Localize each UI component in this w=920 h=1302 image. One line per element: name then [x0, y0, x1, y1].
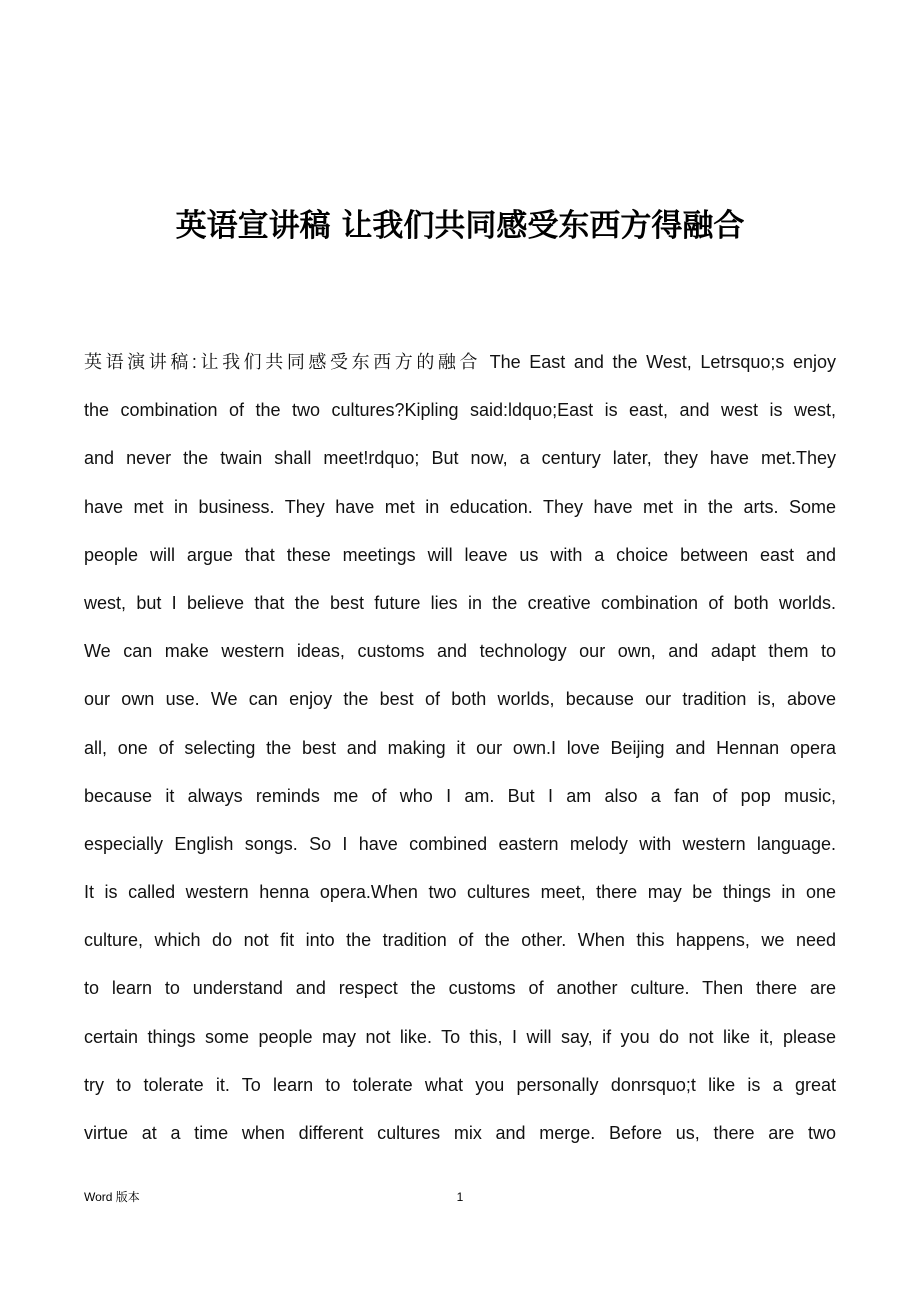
body-line: west, but I believe that the best future lies in the creative combination of both worlds. [84, 592, 836, 613]
body-line: 英语演讲稿:让我们共同感受东西方的融合 The East and the West, Letrsquo;s enjoy [84, 352, 836, 372]
body-line: culture, which do not fit into the tradition of the other. When this happens, we need [84, 930, 836, 951]
body-line: the combination of the two cultures?Kipling said:ldquo;East is east, and west is west, [84, 400, 836, 421]
body-line: to learn to understand and respect the customs of another culture. Then there are [84, 978, 836, 999]
body-line: all, one of selecting the best and making it our own.I love Beijing and Hennan opera [84, 737, 836, 758]
body-line: because it always reminds me of who I am. But I am also a fan of pop music, [84, 785, 836, 806]
body-line: have met in business. They have met in education. They have met in the arts. Some [84, 496, 836, 517]
body-line: virtue at a time when different cultures mix and merge. Before us, there are two [84, 1123, 836, 1143]
body-line: especially English songs. So I have combined eastern melody with western language. [84, 833, 836, 854]
body-line: It is called western henna opera.When two cultures meet, there may be things in one [84, 882, 836, 903]
document-body [84, 338, 836, 1157]
body-line: our own use. We can enjoy the best of both worlds, because our tradition is, above [84, 689, 836, 710]
footer-page-number: 1 [456, 1190, 464, 1204]
body-line: try to tolerate it. To learn to tolerate what you personally donrsquo;t like is a great [84, 1074, 836, 1095]
body-line: certain things some people may not like. To this, I will say, if you do not like it, please [84, 1026, 836, 1047]
footer-version-label: Word 版本 [84, 1190, 140, 1204]
body-line: We can make western ideas, customs and technology our own, and adapt them to [84, 641, 836, 662]
body-line: and never the twain shall meet!rdquo; But now, a century later, they have met.They [84, 448, 836, 469]
document-title: 英语宣讲稿 让我们共同感受东西方得融合 [175, 208, 745, 244]
body-line: people will argue that these meetings will leave us with a choice between east and [84, 544, 836, 565]
